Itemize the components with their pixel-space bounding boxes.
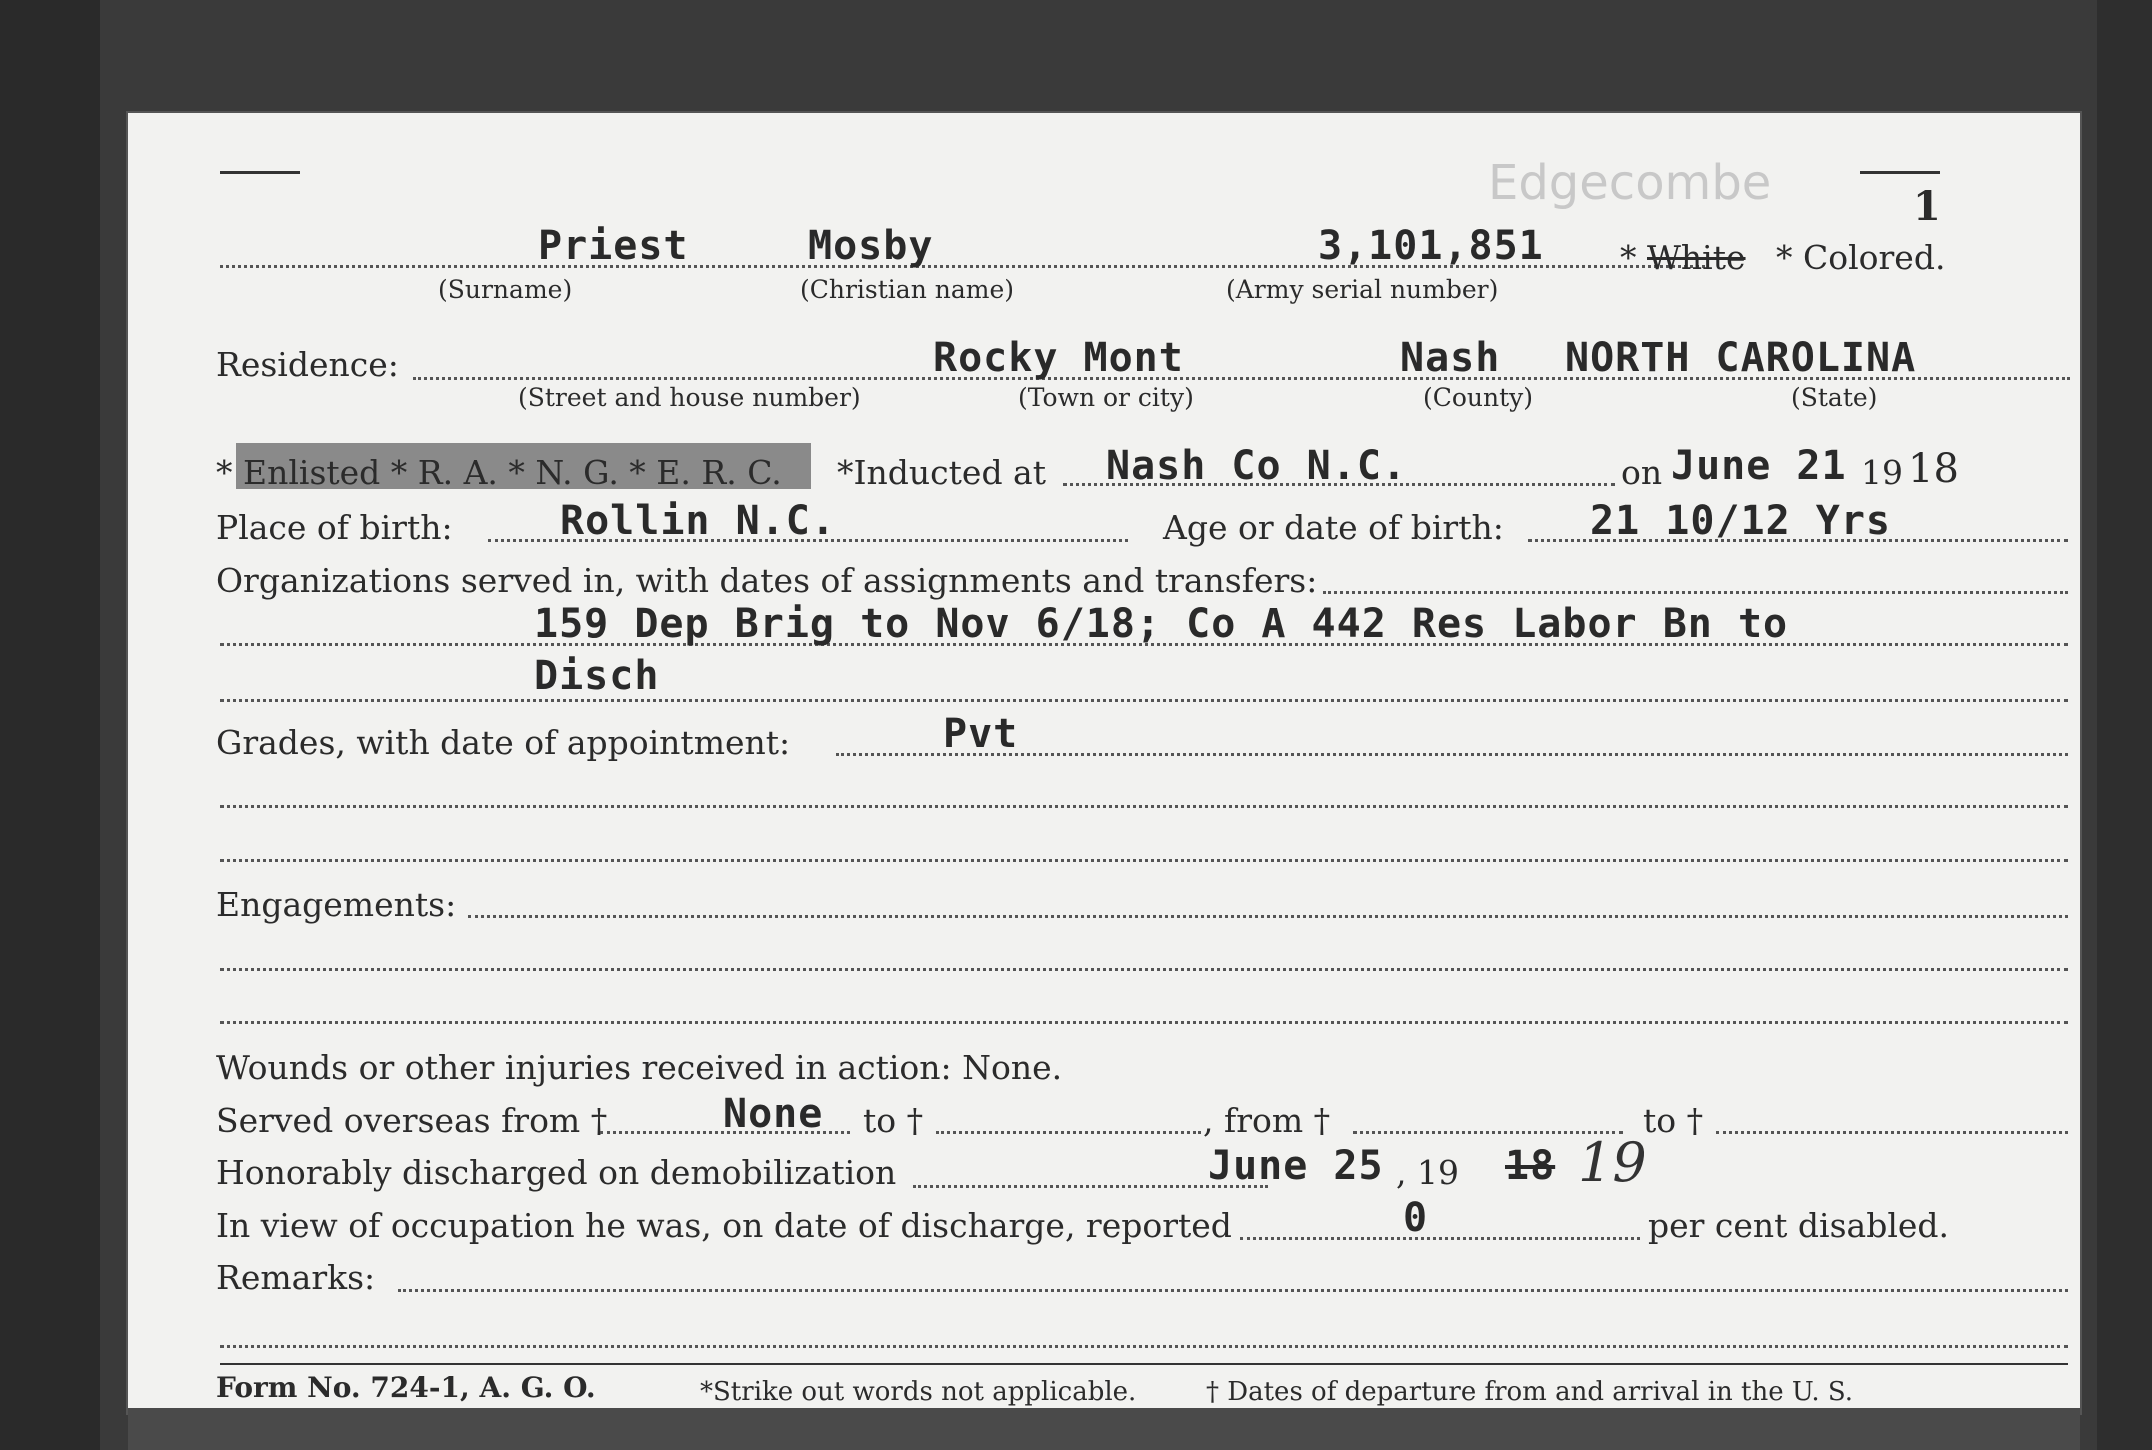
top-right-rule — [1860, 171, 1940, 174]
grades-line-2 — [220, 859, 2068, 862]
christian-name-caption: (Christian name) — [800, 275, 1015, 304]
overseas-to-label: to † — [863, 1101, 924, 1140]
disability-suffix: per cent disabled. — [1648, 1206, 1950, 1245]
wounds-value: None. — [962, 1048, 1063, 1087]
place-of-birth-label: Place of birth: — [216, 508, 453, 547]
remarks-line-0 — [398, 1289, 2068, 1292]
enlisted-label: * Enlisted * R. A. * N. G. * E. R. C. — [216, 453, 782, 492]
engagements-line-1 — [220, 968, 2068, 971]
overseas-from-value: None — [723, 1091, 824, 1137]
town-caption: (Town or city) — [1018, 383, 1194, 412]
white-label-struck: White — [1647, 238, 1746, 277]
white-label-asterisk: * — [1620, 238, 1647, 277]
inducted-at-value: Nash Co N.C. — [1106, 443, 1407, 489]
state-caption: (State) — [1791, 383, 1878, 412]
disability-label: In view of occupation he was, on date of discharge, reported — [216, 1206, 1232, 1245]
colored-label: * Colored. — [1776, 238, 1946, 277]
wounds-label: Wounds or other injuries received in action: — [216, 1048, 952, 1087]
place-of-birth-value: Rollin N.C. — [560, 498, 836, 544]
grades-line-1 — [220, 805, 2068, 808]
residence-town-value: Rocky Mont — [933, 335, 1184, 381]
faint-county-stamp: Edgecombe — [1488, 155, 1772, 211]
residence-county-value: Nash — [1400, 335, 1501, 381]
engagements-label: Engagements: — [216, 885, 457, 924]
induction-date-value: June 21 — [1671, 443, 1847, 489]
background-left — [0, 0, 100, 1450]
wounds-row — [216, 1048, 1062, 1087]
organizations-line-2 — [220, 699, 2068, 702]
discharge-year-prefix: , 19 — [1396, 1153, 1459, 1192]
overseas-to2-line — [1716, 1131, 2068, 1134]
induction-year-suffix: 18 — [1908, 446, 1959, 492]
grades-value: Pvt — [943, 711, 1019, 757]
serial-number-caption: (Army serial number) — [1226, 275, 1499, 304]
remarks-line-1 — [220, 1345, 2068, 1348]
induction-year-prefix: 19 — [1861, 453, 1903, 492]
card-number: 1 — [1913, 183, 1941, 230]
footer-rule — [220, 1363, 2068, 1365]
disability-value: 0 — [1403, 1195, 1429, 1241]
christian-name-value: Mosby — [808, 223, 934, 269]
white-label-text — [1620, 238, 1746, 277]
overseas-from2-label: , from † — [1203, 1101, 1331, 1140]
discharge-label: Honorably discharged on demobilization — [216, 1153, 897, 1192]
organizations-line-0 — [1323, 591, 2068, 594]
white-label — [1620, 238, 1746, 277]
serial-number-value: 3,101,851 — [1318, 223, 1544, 269]
county-caption: (County) — [1423, 383, 1534, 412]
discharge-year-handwritten: 19 — [1578, 1131, 1647, 1194]
age-value: 21 10/12 Yrs — [1590, 498, 1891, 544]
form-number: Form No. 724-1, A. G. O. — [216, 1371, 596, 1404]
overseas-to-line — [936, 1131, 1201, 1134]
top-left-rule — [220, 171, 300, 174]
inducted-label: *Inducted at — [837, 453, 1046, 492]
organizations-value-line2: Disch — [534, 653, 660, 699]
overseas-to2-label: to † — [1643, 1101, 1704, 1140]
dates-note: † Dates of departure from and arrival in the U. S. — [1206, 1377, 1854, 1407]
organizations-label: Organizations served in, with dates of assignments and transfers: — [216, 561, 1318, 600]
street-caption: (Street and house number) — [518, 383, 861, 412]
remarks-label: Remarks: — [216, 1258, 376, 1297]
organizations-value-line1: 159 Dep Brig to Nov 6/18; Co A 442 Res Labor Bn to — [534, 601, 1789, 647]
engagements-line-0 — [468, 915, 2068, 918]
background-right — [2097, 0, 2152, 1450]
residence-label: Residence: — [216, 345, 399, 384]
disability-line — [1240, 1237, 1640, 1240]
strike-note: *Strike out words not applicable. — [700, 1377, 1137, 1407]
grades-line-0 — [836, 753, 2068, 756]
surname-caption: (Surname) — [438, 275, 573, 304]
grades-label: Grades, with date of appointment: — [216, 723, 791, 762]
card-bottom-edge — [128, 1408, 2080, 1450]
on-label: on — [1621, 453, 1663, 492]
discharge-date-value: June 25 — [1208, 1143, 1384, 1189]
service-record-card — [128, 113, 2080, 1413]
residence-state-value: NORTH CAROLINA — [1565, 335, 1917, 381]
discharge-year-struck: 18 — [1505, 1143, 1556, 1189]
overseas-label: Served overseas from † — [216, 1101, 608, 1140]
age-label: Age or date of birth: — [1163, 508, 1504, 547]
surname-value: Priest — [538, 223, 689, 269]
engagements-line-2 — [220, 1021, 2068, 1024]
